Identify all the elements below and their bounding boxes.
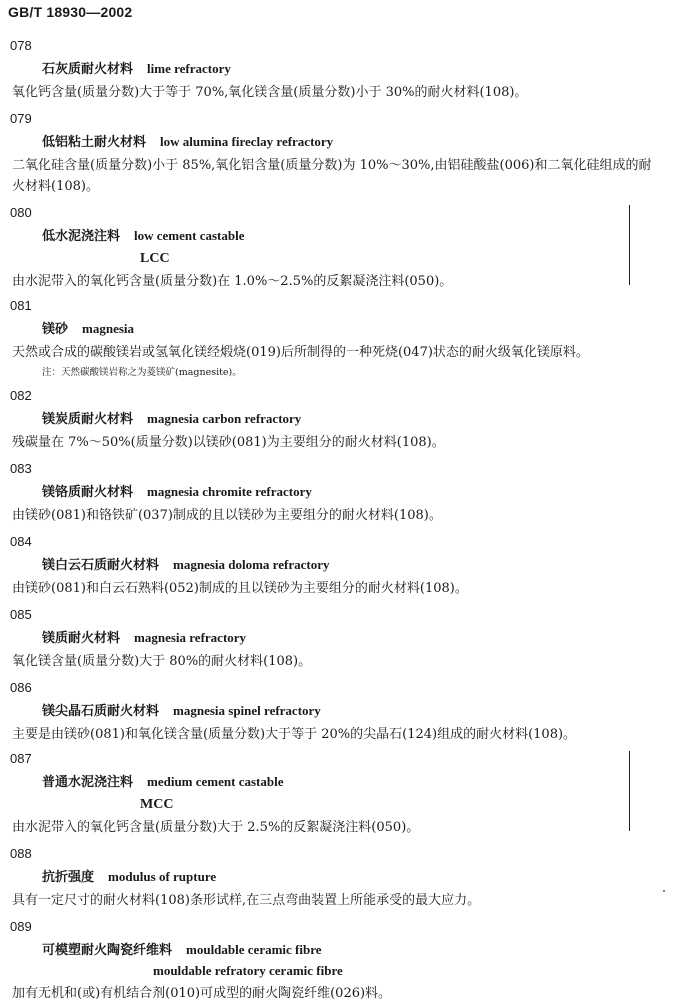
term-abbreviation: MCC — [140, 797, 174, 812]
term-heading — [0, 703, 680, 720]
term-definition: 氧化钙含量(质量分数)大于等于 70%,氧化镁含量(质量分数)小于 30%的耐火材料(108)。 — [12, 85, 528, 100]
term-english: low alumina fireclay refractory — [160, 134, 334, 149]
term-english: mouldable ceramic fibre — [186, 942, 322, 957]
term-heading — [0, 134, 680, 151]
term-entry — [0, 751, 680, 838]
term-definition: 加有无机和(或)有机结合剂(010)可成型的耐火陶瓷纤维(026)料。 — [12, 986, 392, 1001]
term-heading — [0, 942, 680, 959]
term-heading — [0, 228, 680, 245]
standard-code-header: GB/T 18930—2002 — [8, 4, 133, 20]
term-chinese: 可模塑耐火陶瓷纤维料 — [42, 943, 173, 958]
term-entry — [0, 205, 680, 292]
term-heading — [0, 411, 680, 428]
change-bar — [629, 205, 630, 285]
term-english: lime refractory — [147, 61, 231, 76]
term-number: 080 — [10, 205, 32, 220]
term-number: 083 — [10, 461, 32, 476]
term-chinese: 镁质耐火材料 — [42, 631, 121, 646]
scan-speck — [663, 890, 665, 892]
term-alternate-english: mouldable refratory ceramic fibre — [153, 963, 343, 978]
term-definition: 由镁砂(081)和白云石熟料(052)制成的且以镁砂为主要组分的耐火材料(108)。 — [12, 581, 468, 596]
term-entry — [0, 38, 680, 103]
term-definition: 二氧化硅含量(质量分数)小于 85%,氧化铝含量(质量分数)为 10%～30%,由铝硅酸盐(006)和二氧化硅组成的耐火材料(108)。 — [12, 158, 652, 194]
term-chinese: 镁炭质耐火材料 — [42, 412, 134, 427]
term-heading — [0, 321, 680, 338]
term-chinese: 低铝粘土耐火材料 — [42, 135, 147, 150]
term-definition: 由水泥带入的氧化钙含量(质量分数)大于 2.5%的反絮凝浇注料(050)。 — [12, 820, 420, 835]
term-definition: 残碳量在 7%～50%(质量分数)以镁砂(081)为主要组分的耐火材料(108)。 — [12, 435, 445, 450]
term-heading — [0, 61, 680, 78]
term-chinese: 镁铬质耐火材料 — [42, 485, 134, 500]
term-definition: 具有一定尺寸的耐火材料(108)条形试样,在三点弯曲装置上所能承受的最大应力。 — [12, 893, 481, 908]
term-english: low cement castable — [134, 228, 245, 243]
term-definition: 由水泥带入的氧化钙含量(质量分数)在 1.0%～2.5%的反絮凝浇注料(050)。 — [12, 274, 453, 289]
term-heading — [0, 869, 680, 886]
term-definition: 主要是由镁砂(081)和氧化镁含量(质量分数)大于等于 20%的尖晶石(124)组成的耐火材料(108)。 — [12, 727, 577, 742]
term-entry — [0, 298, 680, 380]
term-number: 084 — [10, 534, 32, 549]
term-number: 088 — [10, 846, 32, 861]
term-number: 087 — [10, 751, 32, 766]
term-note: 注：天然碳酸镁岩称之为菱镁矿(magnesite)。 — [42, 367, 242, 378]
term-number: 085 — [10, 607, 32, 622]
term-number: 078 — [10, 38, 32, 53]
term-chinese: 低水泥浇注料 — [42, 229, 121, 244]
term-english: magnesia doloma refractory — [173, 557, 330, 572]
term-definition: 天然或合成的碳酸镁岩或氢氧化镁经煅烧(019)后所制得的一种死烧(047)状态的耐火级氧化镁原料。 — [12, 345, 589, 360]
term-entry — [0, 607, 680, 672]
change-bar — [629, 751, 630, 831]
term-chinese: 镁白云石质耐火材料 — [42, 558, 160, 573]
term-entry — [0, 534, 680, 599]
term-entry — [0, 111, 680, 197]
term-heading — [0, 630, 680, 647]
term-chinese: 石灰质耐火材料 — [42, 62, 134, 77]
term-english: modulus of rupture — [108, 869, 217, 884]
term-number: 079 — [10, 111, 32, 126]
term-chinese: 抗折强度 — [42, 870, 95, 885]
term-definition: 氧化镁含量(质量分数)大于 80%的耐火材料(108)。 — [12, 654, 312, 669]
term-chinese: 镁尖晶石质耐火材料 — [42, 704, 160, 719]
term-chinese: 普通水泥浇注料 — [42, 775, 134, 790]
term-abbreviation: LCC — [140, 251, 170, 266]
term-definition: 由镁砂(081)和铬铁矿(037)制成的且以镁砂为主要组分的耐火材料(108)。 — [12, 508, 442, 523]
term-english: magnesia carbon refractory — [147, 411, 302, 426]
term-english: magnesia refractory — [134, 630, 247, 645]
term-number: 086 — [10, 680, 32, 695]
term-english: magnesia chromite refractory — [147, 484, 312, 499]
term-english: medium cement castable — [147, 774, 284, 789]
term-heading — [0, 774, 680, 791]
term-entry-list — [0, 38, 680, 1004]
term-heading — [0, 557, 680, 574]
term-chinese: 镁砂 — [42, 322, 69, 337]
term-entry — [0, 846, 680, 911]
term-english: magnesia — [82, 321, 135, 336]
term-number: 089 — [10, 919, 32, 934]
term-entry — [0, 680, 680, 745]
term-number: 082 — [10, 388, 32, 403]
term-entry — [0, 388, 680, 453]
term-entry — [0, 461, 680, 526]
term-number: 081 — [10, 298, 32, 313]
term-entry — [0, 919, 680, 1004]
term-english: magnesia spinel refractory — [173, 703, 321, 718]
term-heading — [0, 484, 680, 501]
